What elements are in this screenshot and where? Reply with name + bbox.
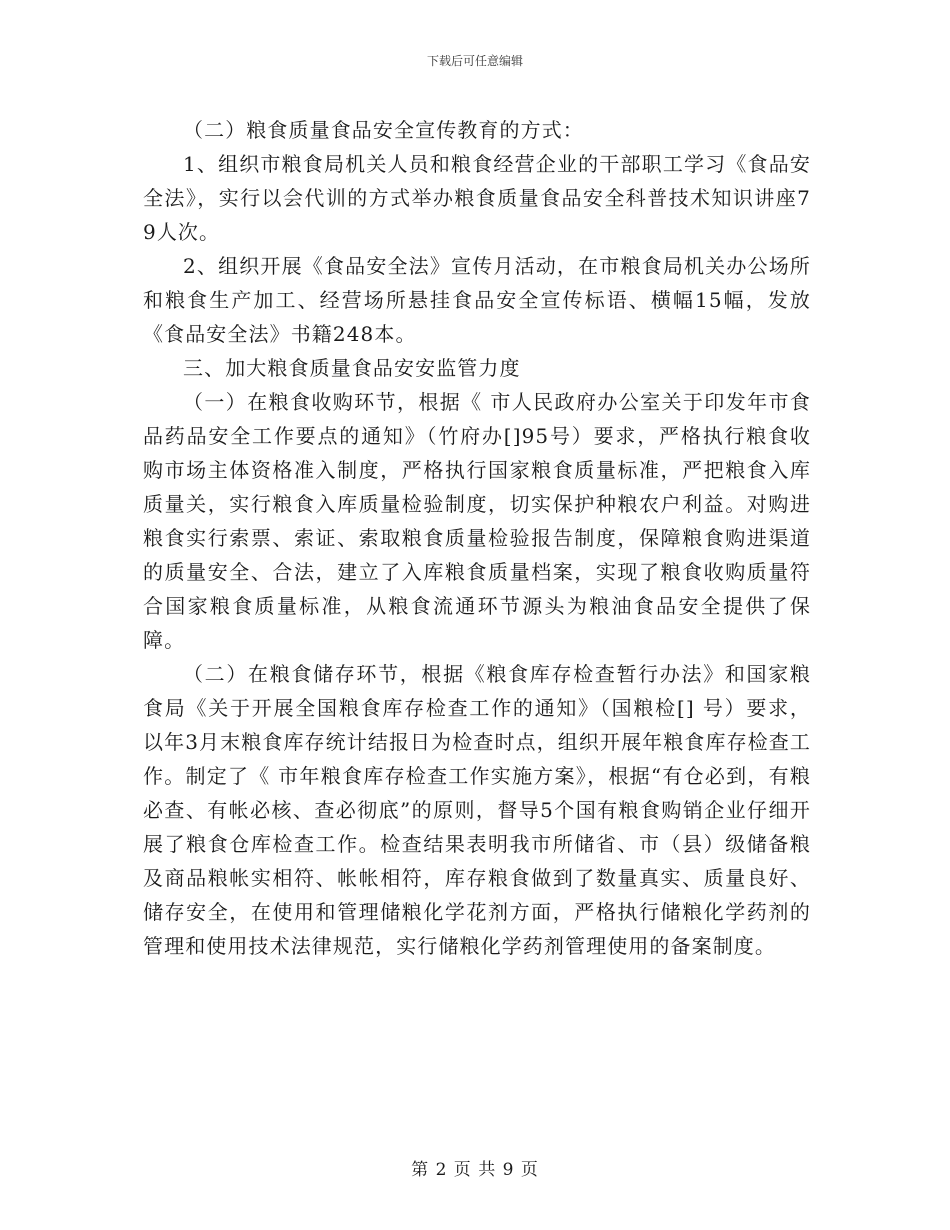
page-number-footer: 第 2 页 共 9 页 — [411, 1160, 539, 1180]
paragraph-item-1: 1、组织市粮食局机关人员和粮食经营企业的干部职工学习《食品安全法》，实行以会代训的方式举办粮食质量食品安全科普技术知识讲座79人次。 — [143, 152, 811, 244]
paragraph-section-2-heading: （二）粮食质量食品安全宣传教育的方式： — [183, 118, 584, 142]
paragraph-purchase-stage: （一）在粮食收购环节，根据《 市人民政府办公室关于印发年市食品药品安全工作要点的通知》（竹府办[]95号）要求，严格执行粮食收购市场主体资格准入制度，严格执行国家粮食质量标准，严把粮食入库质量关，实行粮食入库质量检验制度，切实保护种粮农户利益。对购进粮食实行索票、索证、索取粮食质量检验报告制度，保障粮食购进渠道的质量安全、合法，建立了入库粮食质量档案，实现了粮食收购质量符合国家粮食质量标准，从粮食流通环节源头为粮油食品安全提供了保障。 — [143, 390, 811, 652]
document-body — [143, 113, 811, 963]
paragraph-storage-stage: （二）在粮食储存环节，根据《粮食库存检查暂行办法》和国家粮食局《关于开展全国粮食库存检查工作的通知》（国粮检[] 号）要求，以年3月末粮食库存统计结报日为检查时点，组织开展年粮食库存检查工作。制定了《 市年粮食库存检查工作实施方案》，根据“有仓必到，有粮必查、有帐必核、查必彻底”的原则，督导5个国有粮食购销企业仔细开展了粮食仓库检查工作。检查结果表明我市所储省、市（县）级储备粮及商品粮帐实相符、帐帐相符，库存粮食做到了数量真实、质量良好、储存安全，在使用和管理储粮化学花剂方面，严格执行储粮化学药剂的管理和使用技术法律规范，实行储粮化学药剂管理使用的备案制度。 — [143, 662, 811, 958]
paragraph-section-3-heading: 三、加大粮食质量食品安安监管力度 — [183, 356, 521, 380]
paragraph-item-2: 2、组织开展《食品安全法》宣传月活动，在市粮食局机关办公场所和粮食生产加工、经营场所悬挂食品安全宣传标语、横幅15幅，发放《食品安全法》书籍248本。 — [143, 254, 811, 346]
page-header: 下载后可任意编辑 — [426, 54, 523, 68]
